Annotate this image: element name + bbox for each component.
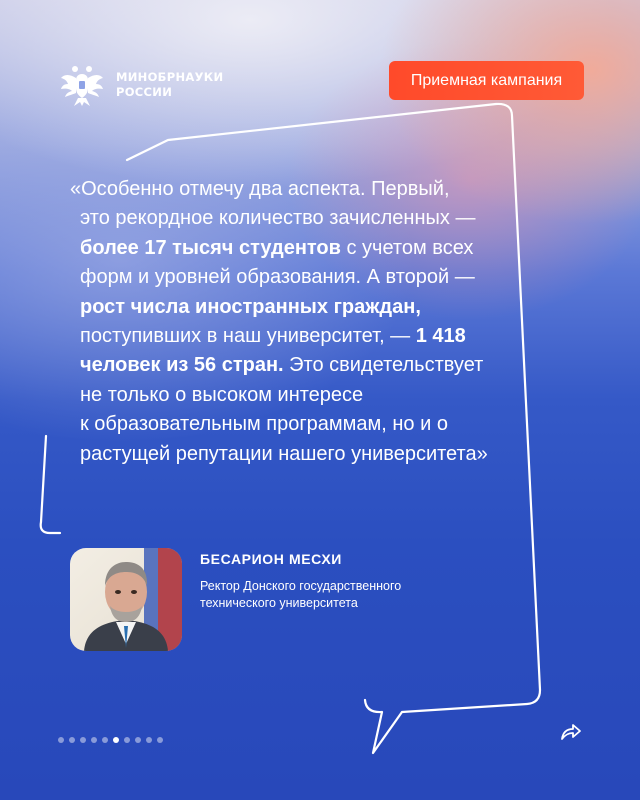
pager-dot[interactable]	[91, 737, 97, 743]
pager-dot[interactable]	[124, 737, 130, 743]
pager-dot[interactable]	[80, 737, 86, 743]
bubble-left-stroke	[41, 436, 60, 533]
quote-line: это рекордное количество зачисленных —	[80, 207, 476, 230]
speaker-role-line2: технического университета	[200, 596, 358, 610]
ministry-name	[116, 70, 223, 100]
quote-fragment: поступивших в наш университет, —	[80, 325, 416, 348]
quote-line: не только о высоком интересе	[80, 383, 364, 406]
speaker-role-line1: Ректор Донского государственного	[200, 579, 402, 593]
quote-line: форм и уровней образования. А второй —	[80, 266, 475, 289]
pager-dot[interactable]	[113, 737, 119, 743]
quote-highlight: более 17 тысяч студентов	[80, 236, 341, 259]
quote-line	[70, 234, 570, 263]
quote-fragment: с учетом всех	[340, 236, 474, 259]
pager-dot[interactable]	[146, 737, 152, 743]
speaker-avatar	[70, 548, 182, 651]
quote-line: «Особенно отмечу два аспекта. Первый,	[70, 178, 450, 200]
campaign-badge: Приемная кампания	[389, 61, 584, 100]
pager-dot[interactable]	[102, 737, 108, 743]
quote-line	[70, 351, 570, 380]
speaker-role	[200, 578, 480, 612]
quote-fragment: Это свидетельствует	[283, 354, 484, 377]
quote-highlight: человек из 56 стран.	[80, 354, 284, 377]
quote-line: к образовательным программам, но и о	[80, 413, 448, 436]
carousel-pager	[58, 735, 163, 745]
quote-line	[70, 293, 570, 322]
pager-dot[interactable]	[135, 737, 141, 743]
pager-dot[interactable]	[157, 737, 163, 743]
pager-dot[interactable]	[58, 737, 64, 743]
quote-highlight: рост числа иностранных граждан,	[80, 295, 421, 318]
quote-highlight: 1 418	[415, 325, 466, 348]
quote-line	[70, 322, 570, 351]
share-arrow-icon[interactable]	[558, 719, 584, 745]
ministry-emblem-icon	[58, 60, 106, 108]
quote-text	[70, 175, 570, 469]
ministry-name-line2: РОССИИ	[116, 85, 173, 99]
quote-line: растущей репутации нашего университета»	[80, 442, 488, 465]
speaker-name: БЕСАРИОН МЕСХИ	[200, 551, 342, 567]
pager-dot[interactable]	[69, 737, 75, 743]
ministry-name-line1: МИНОБРНАУКИ	[116, 70, 224, 84]
